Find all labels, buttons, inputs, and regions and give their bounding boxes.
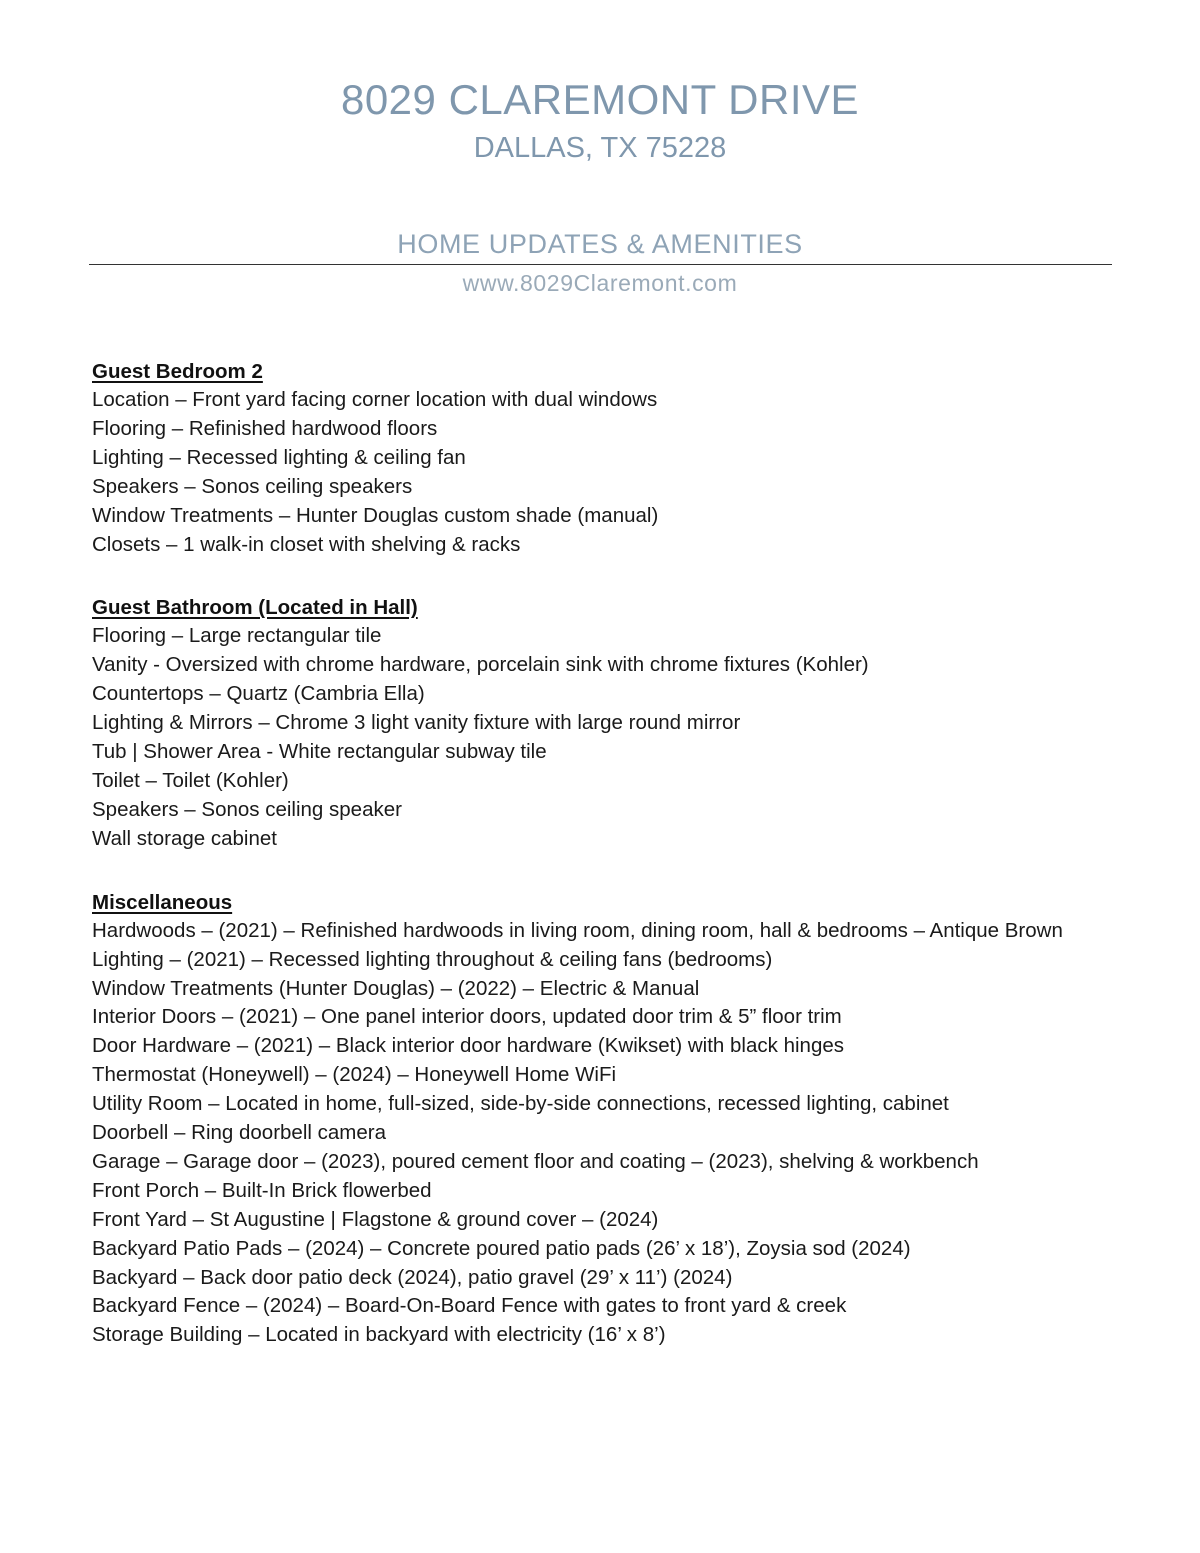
feature-line: Front Porch – Built-In Brick flowerbed — [92, 1178, 432, 1202]
doc-heading: HOME UPDATES & AMENITIES — [397, 229, 803, 259]
feature-line: Storage Building – Located in backyard with electricity (16’ x 8’) — [92, 1323, 666, 1347]
feature-line: Thermostat (Honeywell) – (2024) – Honeywell Home WiFi — [92, 1063, 617, 1087]
section-heading: Miscellaneous — [92, 890, 233, 914]
header-divider — [89, 264, 1112, 265]
website-link[interactable]: www.8029Claremont.com — [462, 270, 738, 296]
feature-line: Tub | Shower Area - White rectangular subway tile — [92, 740, 547, 764]
section-miscellaneous — [92, 888, 1172, 1351]
city-state-zip: DALLAS, TX 75228 — [473, 132, 727, 164]
feature-line: Lighting – (2021) – Recessed lighting throughout & ceiling fans (bedrooms) — [92, 947, 773, 971]
feature-line: Doorbell – Ring doorbell camera — [92, 1121, 386, 1145]
feature-line: Garage – Garage door – (2023), poured cement floor and coating – (2023), shelving & workbench — [92, 1149, 979, 1173]
feature-line: Backyard Fence – (2024) – Board-On-Board Fence with gates to front yard & creek — [92, 1294, 847, 1318]
feature-line: Speakers – Sonos ceiling speakers — [92, 474, 413, 498]
feature-line: Backyard Patio Pads – (2024) – Concrete poured patio pads (26’ x 18’), Zoysia sod (2024) — [92, 1236, 911, 1260]
doc-heading-wrap — [0, 226, 1200, 262]
feature-line: Lighting & Mirrors – Chrome 3 light vanity fixture with large round mirror — [92, 711, 741, 735]
feature-line: Window Treatments (Hunter Douglas) – (2022) – Electric & Manual — [92, 976, 700, 1000]
feature-line: Lighting – Recessed lighting & ceiling fan — [92, 445, 466, 469]
feature-line: Countertops – Quartz (Cambria Ella) — [92, 682, 425, 706]
feature-line: Front Yard – St Augustine | Flagstone & ground cover – (2024) — [92, 1207, 659, 1231]
feature-line: Wall storage cabinet — [92, 826, 277, 850]
feature-line: Closets – 1 walk-in closet with shelving & racks — [92, 532, 521, 556]
feature-line: Backyard – Back door patio deck (2024), patio gravel (29’ x 11’) (2024) — [92, 1265, 733, 1289]
feature-line: Speakers – Sonos ceiling speaker — [92, 797, 402, 821]
feature-line: Hardwoods – (2021) – Refinished hardwoods in living room, dining room, hall & bedrooms – Antique Brown — [92, 918, 1063, 942]
feature-line: Vanity - Oversized with chrome hardware, porcelain sink with chrome fixtures (Kohler) — [92, 653, 869, 677]
section-guest-bathroom-located-in-hall — [92, 593, 1172, 853]
feature-line: Toilet – Toilet (Kohler) — [92, 768, 289, 792]
property-address-title: 8029 CLAREMONT DRIVE — [340, 76, 860, 123]
feature-line: Interior Doors – (2021) – One panel interior doors, updated door trim & 5” floor trim — [92, 1005, 842, 1029]
section-heading: Guest Bedroom 2 — [92, 360, 263, 383]
document-header — [0, 72, 1200, 168]
feature-line: Window Treatments – Hunter Douglas custom shade (manual) — [92, 503, 659, 527]
document-body — [92, 357, 1172, 1384]
feature-line: Flooring – Large rectangular tile — [92, 624, 382, 648]
feature-line: Location – Front yard facing corner location with dual windows — [92, 388, 658, 411]
section-guest-bedroom-2 — [92, 357, 1172, 559]
feature-line: Utility Room – Located in home, full-sized, side-by-side connections, recessed lighting, cabinet — [92, 1092, 949, 1116]
feature-line: Flooring – Refinished hardwood floors — [92, 416, 438, 440]
section-heading: Guest Bathroom (Located in Hall) — [92, 596, 418, 620]
feature-line: Door Hardware – (2021) – Black interior door hardware (Kwikset) with black hinges — [92, 1034, 844, 1058]
